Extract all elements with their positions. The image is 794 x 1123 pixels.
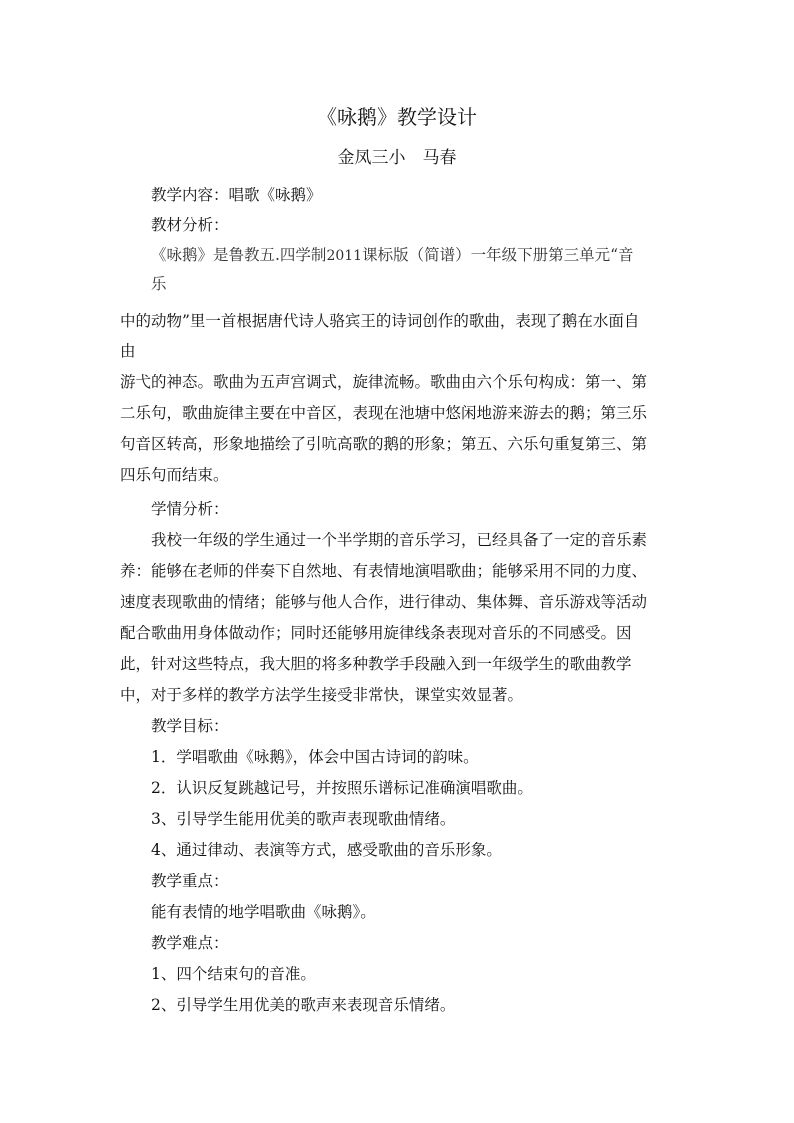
goal-item: 4、通过律动、表演等方式，感受歌曲的音乐形象。 <box>151 841 502 859</box>
goal-item: 1．学唱歌曲《咏鹅》，体会中国古诗词的韵味。 <box>151 748 479 766</box>
students-line-4: 配合歌曲用身体做动作；同时还能够用旋律线条表现对音乐的不同感受。因 <box>120 624 632 642</box>
key-points-label: 教学重点： <box>151 872 229 890</box>
goal-item: 2．认识反复跳越记号，并按照乐谱标记准确演唱歌曲。 <box>151 779 533 797</box>
students-line-5: 此，针对这些特点，我大胆的将多种教学手段融入到一年级学生的歌曲教学 <box>120 655 632 673</box>
author-line: 金凤三小 马春 <box>337 148 457 168</box>
analysis-line-1a: 《咏鹅》是鲁教五.四学制 <box>151 246 327 264</box>
students-line-2: 养：能够在老师的伴奏下自然地、有表情地演唱歌曲；能够采用不同的力度、 <box>120 562 648 580</box>
analysis-line-1 <box>151 244 634 267</box>
analysis-line-2: 乐 <box>151 275 167 293</box>
document-title: 《咏鹅》教学设计 <box>317 105 477 129</box>
analysis-line-8: 四乐句而结束。 <box>120 466 229 484</box>
key-points-text: 能有表情的地学唱歌曲《咏鹅》。 <box>151 903 376 921</box>
difficulty-item: 1、四个结束句的音准。 <box>151 965 316 983</box>
analysis-line-6: 二乐句，歌曲旋律主要在中音区，表现在池塘中悠闲地游来游去的鹅；第三乐 <box>120 404 648 422</box>
content-label: 教学内容：唱歌《咏鹅》 <box>151 186 322 204</box>
analysis-label: 教材分析： <box>151 216 229 234</box>
students-line-1: 我校一年级的学生通过一个半学期的音乐学习，已经具备了一定的音乐素 <box>151 531 648 549</box>
analysis-line-1c: 课标版（简谱）一年级下册第三单元“音 <box>362 246 634 264</box>
difficulty-item: 2、引导学生用优美的歌声来表现音乐情绪。 <box>151 996 456 1014</box>
analysis-line-5: 游弋的神态。歌曲为五声宫调式，旋律流畅。歌曲由六个乐句构成：第一、第 <box>120 373 648 391</box>
analysis-line-1b: 2011 <box>326 248 363 264</box>
goals-label: 教学目标： <box>151 717 229 735</box>
students-line-3: 速度表现歌曲的情绪；能够与他人合作，进行律动、集体舞、音乐游戏等活动 <box>120 593 648 611</box>
difficulties-label: 教学难点： <box>151 934 229 952</box>
analysis-line-7: 句音区转高，形象地描绘了引吭高歌的鹅的形象；第五、六乐句重复第三、第 <box>120 435 648 453</box>
goal-item: 3、引导学生能用优美的歌声表现歌曲情绪。 <box>151 810 456 828</box>
analysis-line-4: 由 <box>120 342 136 360</box>
students-line-6: 中，对于多样的教学方法学生接受非常快，课堂实效显著。 <box>120 686 524 704</box>
students-label: 学情分析： <box>151 500 229 518</box>
analysis-line-3: 中的动物”里一首根据唐代诗人骆宾王的诗词创作的歌曲，表现了鹅在水面自 <box>120 312 640 330</box>
